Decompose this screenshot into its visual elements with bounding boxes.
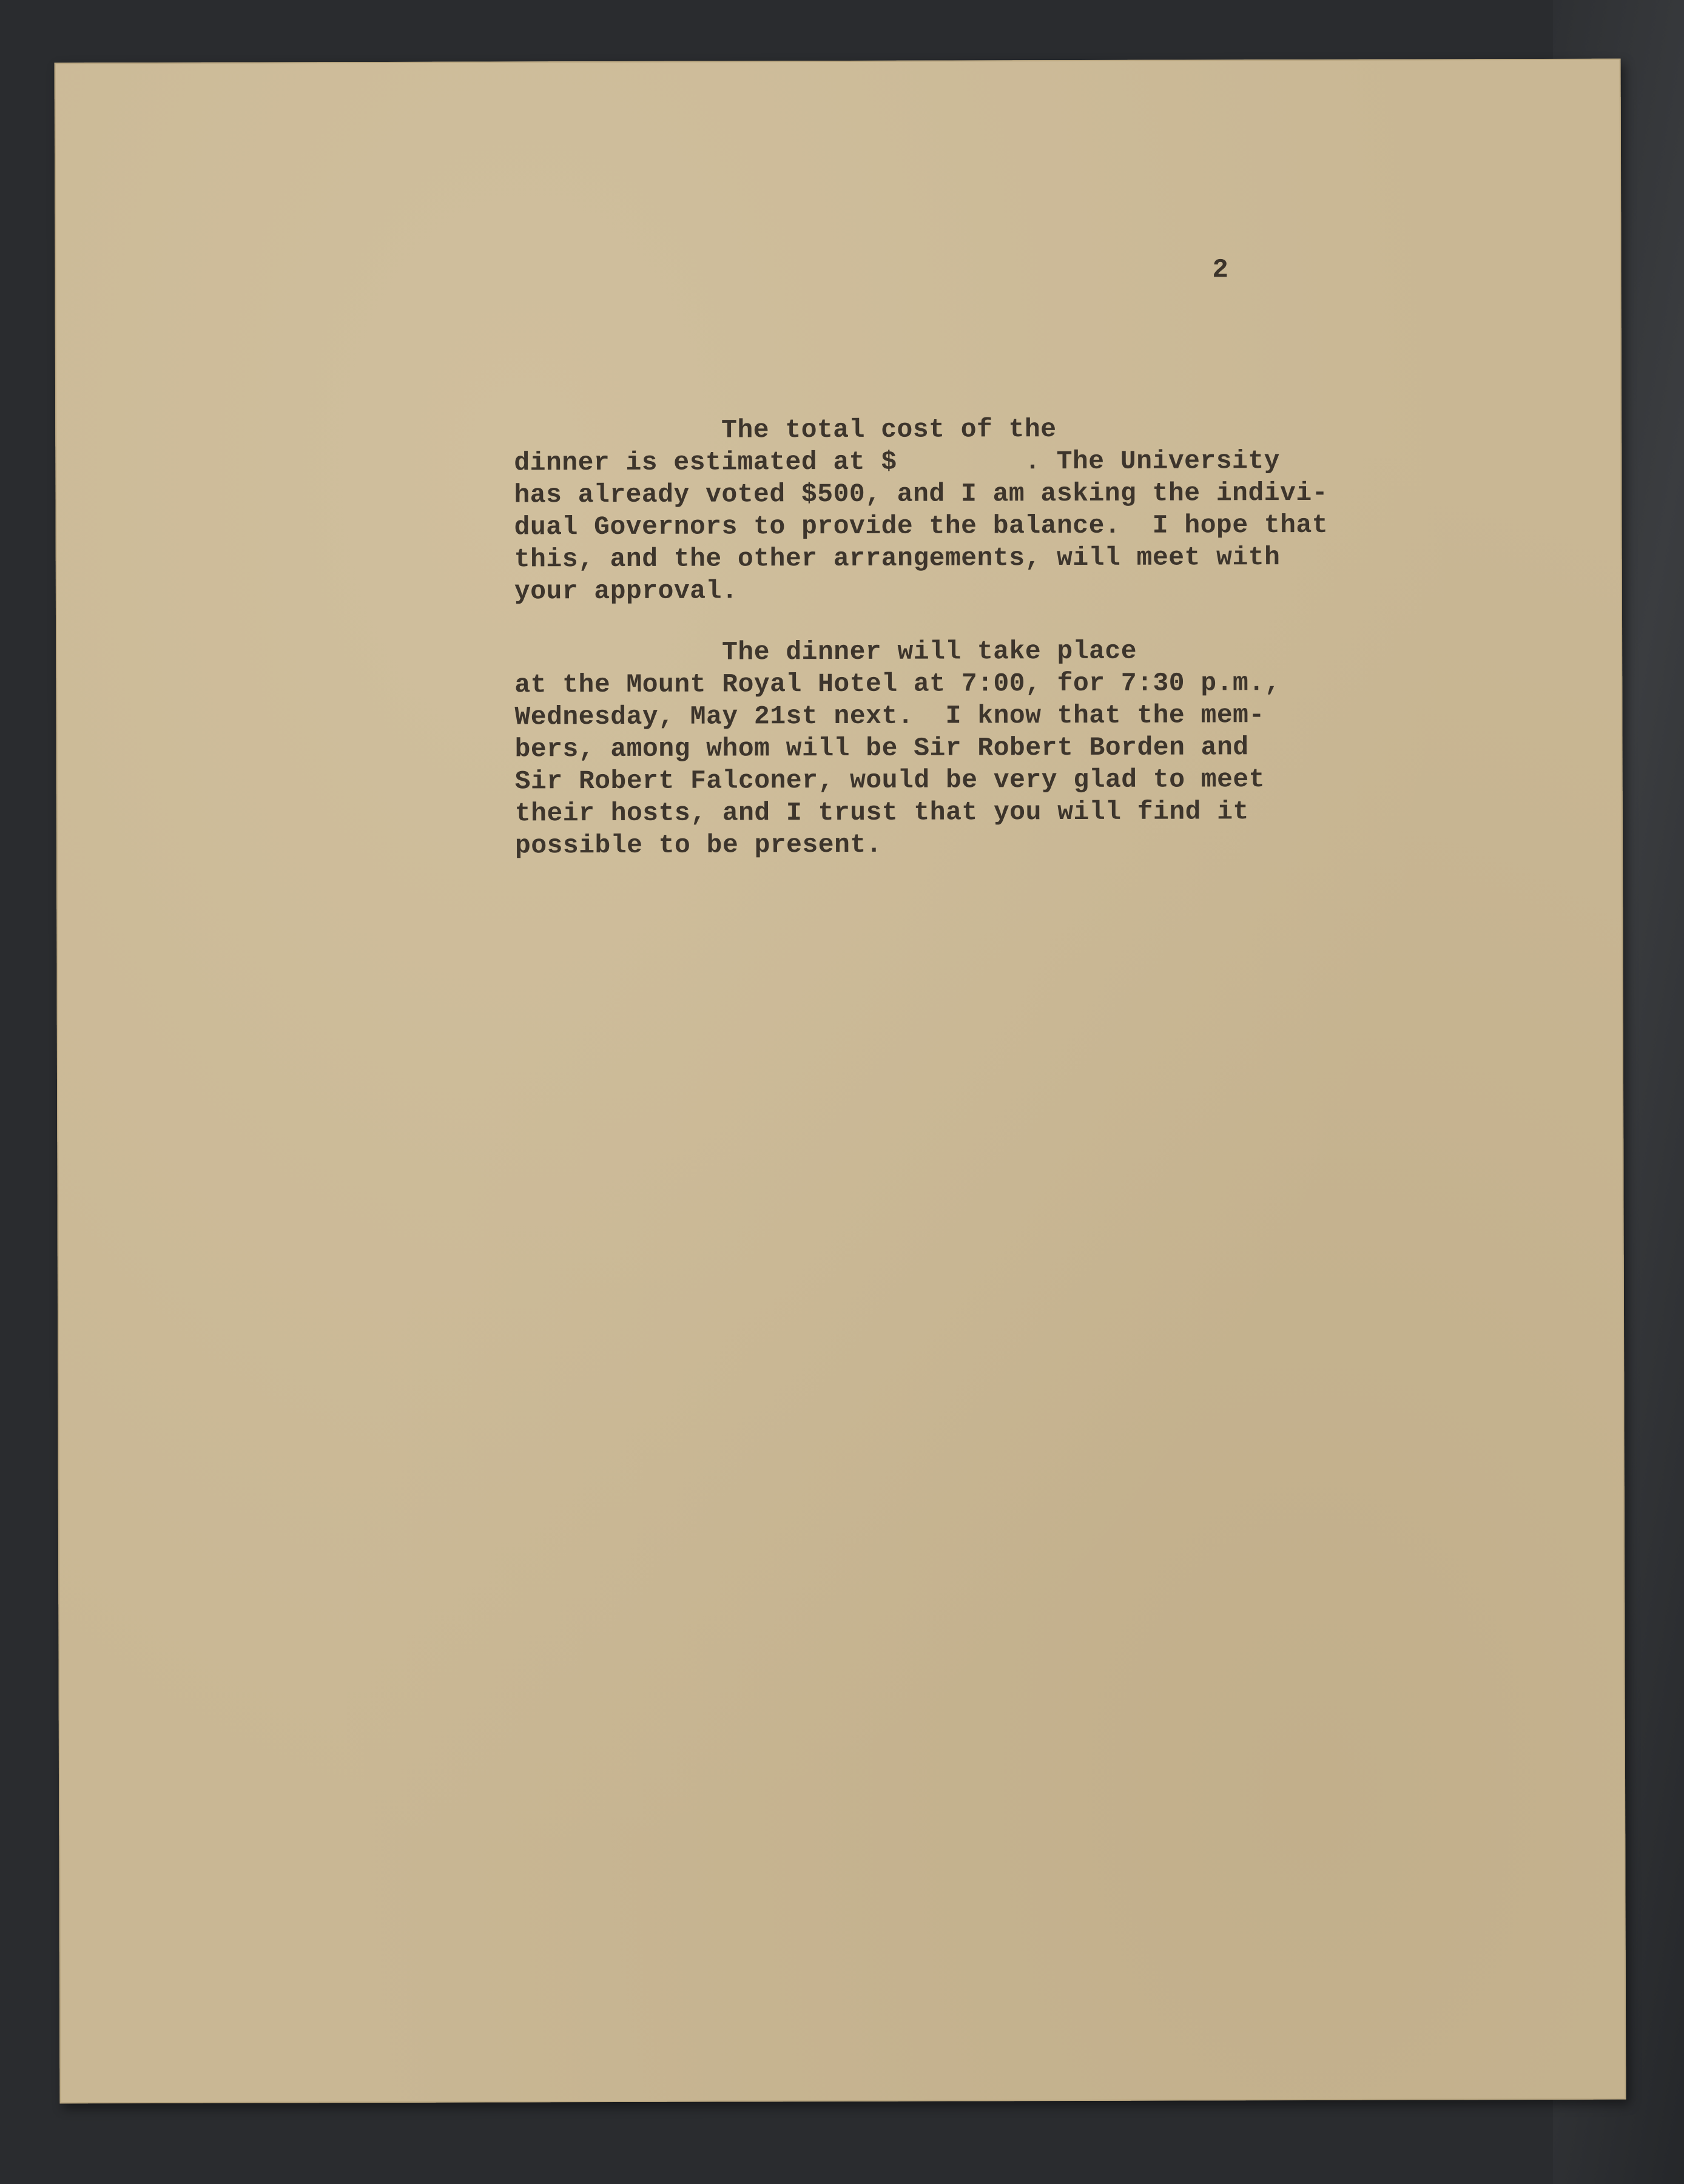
- text-line: The dinner will take place: [514, 636, 1137, 668]
- text-line: The total cost of the: [514, 414, 1057, 446]
- text-line: their hosts, and I trust that you will find it: [514, 797, 1249, 829]
- text-line: bers, among whom will be Sir Robert Borden and: [514, 732, 1249, 764]
- text-line: Wednesday, May 21st next. I know that the mem-: [514, 700, 1265, 732]
- text-line: has already voted $500, and I am asking the indivi-: [514, 477, 1329, 510]
- text-line: possible to be present.: [514, 829, 883, 861]
- letter-page: [55, 59, 1626, 2104]
- page-number: 2: [1212, 255, 1228, 286]
- text-line: your approval.: [514, 576, 738, 607]
- text-line: Sir Robert Falconer, would be very glad to meet: [514, 764, 1265, 797]
- text-line: this, and the other arrangements, will meet with: [514, 542, 1281, 575]
- text-line: dinner is estimated at $ . The University: [514, 446, 1280, 478]
- text-line: dual Governors to provide the balance. I hope that: [514, 510, 1329, 542]
- paragraph-dinner-details: [514, 634, 1486, 861]
- paragraph-dinner-cost: [514, 412, 1485, 607]
- text-line: at the Mount Royal Hotel at 7:00, for 7:30 p.m.,: [514, 668, 1281, 700]
- letter-body: [514, 412, 1486, 861]
